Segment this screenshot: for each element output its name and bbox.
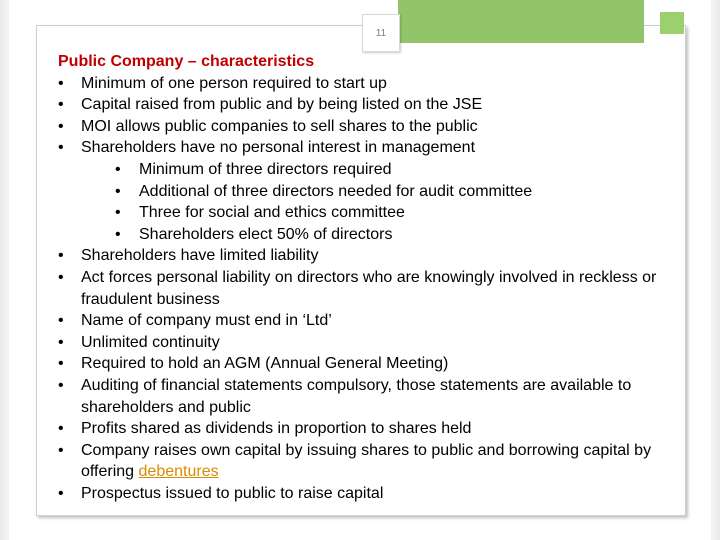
slide-content	[58, 51, 658, 504]
list-item: • Name of company must end in ‘Ltd’	[58, 310, 658, 332]
sub-list-item: • Three for social and ethics committee	[115, 202, 658, 224]
list-item	[58, 440, 658, 483]
list-item: • Prospectus issued to public to raise capital	[58, 483, 658, 505]
list-item: • Unlimited continuity	[58, 332, 658, 354]
list-item-text: Company raises own capital by issuing shares to public and borrowing capital by offering	[81, 441, 652, 481]
list-item: • Capital raised from public and by being listed on the JSE	[58, 94, 658, 116]
page-number: 11	[375, 28, 387, 39]
page-number-box	[362, 14, 400, 52]
slide-title: Public Company – characteristics	[58, 53, 315, 70]
sub-list-item: • Shareholders elect 50% of directors	[115, 224, 658, 246]
sub-list-item: • Minimum of three directors required	[115, 159, 658, 181]
list-item: • Minimum of one person required to start up	[58, 73, 658, 95]
list-item: • Required to hold an AGM (Annual General Meeting)	[58, 353, 658, 375]
sub-list-item: • Additional of three directors needed for audit committee	[115, 181, 658, 203]
right-decorative-band	[711, 0, 720, 540]
bullet-list	[58, 73, 658, 505]
list-item: • MOI allows public companies to sell shares to the public	[58, 116, 658, 138]
header-accent-tab	[660, 12, 684, 34]
list-item-text: Shareholders have no personal interest in management	[81, 139, 476, 157]
list-item: • Auditing of financial statements compulsory, those statements are available to shareholders and public	[58, 375, 658, 418]
header-accent-bar	[398, 0, 644, 43]
list-item: • Shareholders have limited liability	[58, 245, 658, 267]
left-decorative-band	[0, 0, 9, 540]
debentures-link[interactable]: debentures	[138, 463, 219, 481]
list-item: • Act forces personal liability on directors who are knowingly involved in reckless or fraudulent business	[58, 267, 658, 310]
list-item: • Profits shared as dividends in proportion to shares held	[58, 418, 658, 440]
sub-bullet-list	[81, 159, 658, 245]
list-item	[58, 137, 658, 245]
